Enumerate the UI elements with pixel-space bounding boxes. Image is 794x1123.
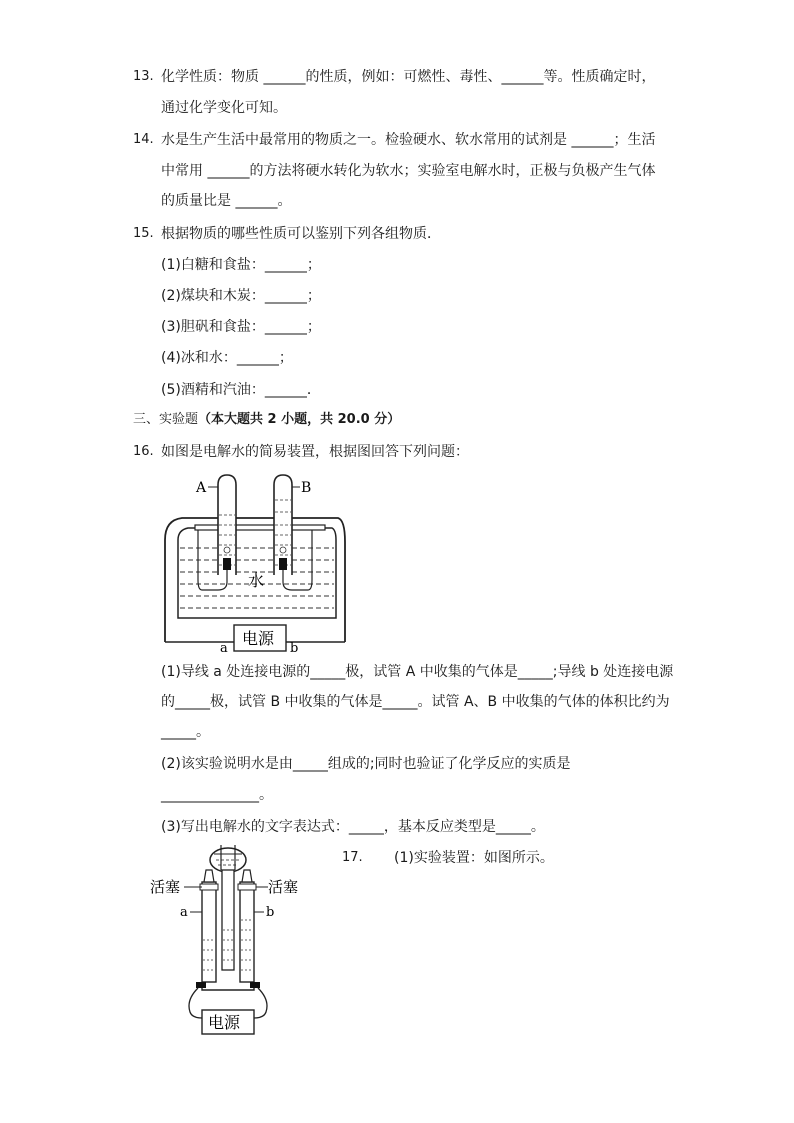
right-tube (240, 882, 254, 982)
hoffman-power-label: 电源 (208, 1013, 241, 1032)
wire-b-label: b (290, 641, 299, 655)
section-heading (133, 411, 400, 429)
q13-line2: 通过化学变化可知。 (161, 100, 287, 116)
wire-left (189, 988, 202, 1018)
q15-item-1: (1)白糖和食盐：______； (161, 257, 321, 273)
q14-line2: 中常用 ______的方法将硬水转化为软水；实验室电解水时，正极与负极产生气体 (161, 163, 656, 179)
left-tube (202, 882, 216, 982)
q17-text: (1)实验装置：如图所示。 (394, 850, 554, 866)
section-detail: （本大题共 2 小题，共 20.0 分） (198, 412, 401, 427)
stopcock-left (204, 870, 214, 882)
tube-label-a: a (180, 905, 188, 920)
center-tube (222, 870, 234, 970)
q16-line1: 如图是电解水的简易装置，根据图回答下列问题： (161, 444, 469, 460)
tube-label-b: b (266, 905, 275, 920)
wire-a-label: a (220, 641, 228, 655)
q14-line3: 的质量比是 ______。 (161, 193, 292, 209)
stopcock-right-label: 活塞 (268, 878, 299, 896)
q16-sub1-line1: (1)导线 a 处连接电源的_____极，试管 A 中收集的气体是_____;导线 b 处连接电源 (161, 664, 674, 680)
wire-right (254, 988, 267, 1018)
q16-sub1-line2: 的_____极，试管 B 中收集的气体是_____。试管 A、B 中收集的气体的体积比约为 (161, 694, 670, 710)
section-prefix: 三、实验题 (133, 412, 199, 427)
q14-number: 14. (133, 132, 154, 147)
electrode-a (223, 558, 231, 570)
q13-number: 13. (133, 69, 154, 84)
stopcock-right (242, 870, 252, 882)
hoffman-apparatus-figure (146, 840, 311, 1040)
q17-number: 17. (342, 850, 363, 865)
stopcock-left-label: 活塞 (150, 878, 181, 896)
electrode-b (279, 558, 287, 570)
q16-sub2-line1: (2)该实验说明水是由_____组成的;同时也验证了化学反应的实质是 (161, 756, 571, 772)
q16-sub1-line3: _____。 (161, 724, 210, 740)
q15-number: 15. (133, 226, 154, 241)
electrolysis-apparatus-figure (160, 470, 360, 655)
q16-sub3: (3)写出电解水的文字表达式：_____，基本反应类型是_____。 (161, 819, 545, 835)
tube-b-label: B (301, 480, 312, 496)
tube-a-label: A (196, 480, 207, 496)
q15-line1: 根据物质的哪些性质可以鉴别下列各组物质． (161, 226, 441, 242)
support-bar (195, 525, 325, 530)
q15-item-3: (3)胆矾和食盐：______； (161, 319, 321, 335)
water-label: 水 (248, 571, 265, 590)
q16-sub2-line2: ______________。 (161, 787, 273, 803)
q14-line1: 水是生产生活中最常用的物质之一。检验硬水、软水常用的试剂是 ______；生活 (161, 132, 656, 148)
power-supply-label: 电源 (242, 629, 275, 648)
q16-number: 16. (133, 444, 154, 459)
q15-item-5: (5)酒精和汽油：______． (161, 382, 321, 398)
q13-line1: 化学性质：物质 ______的性质，例如：可燃性、毒性、______等。性质确定时， (161, 69, 656, 85)
q15-item-4: (4)冰和水：______； (161, 350, 293, 366)
q15-item-2: (2)煤块和木炭：______； (161, 288, 321, 304)
